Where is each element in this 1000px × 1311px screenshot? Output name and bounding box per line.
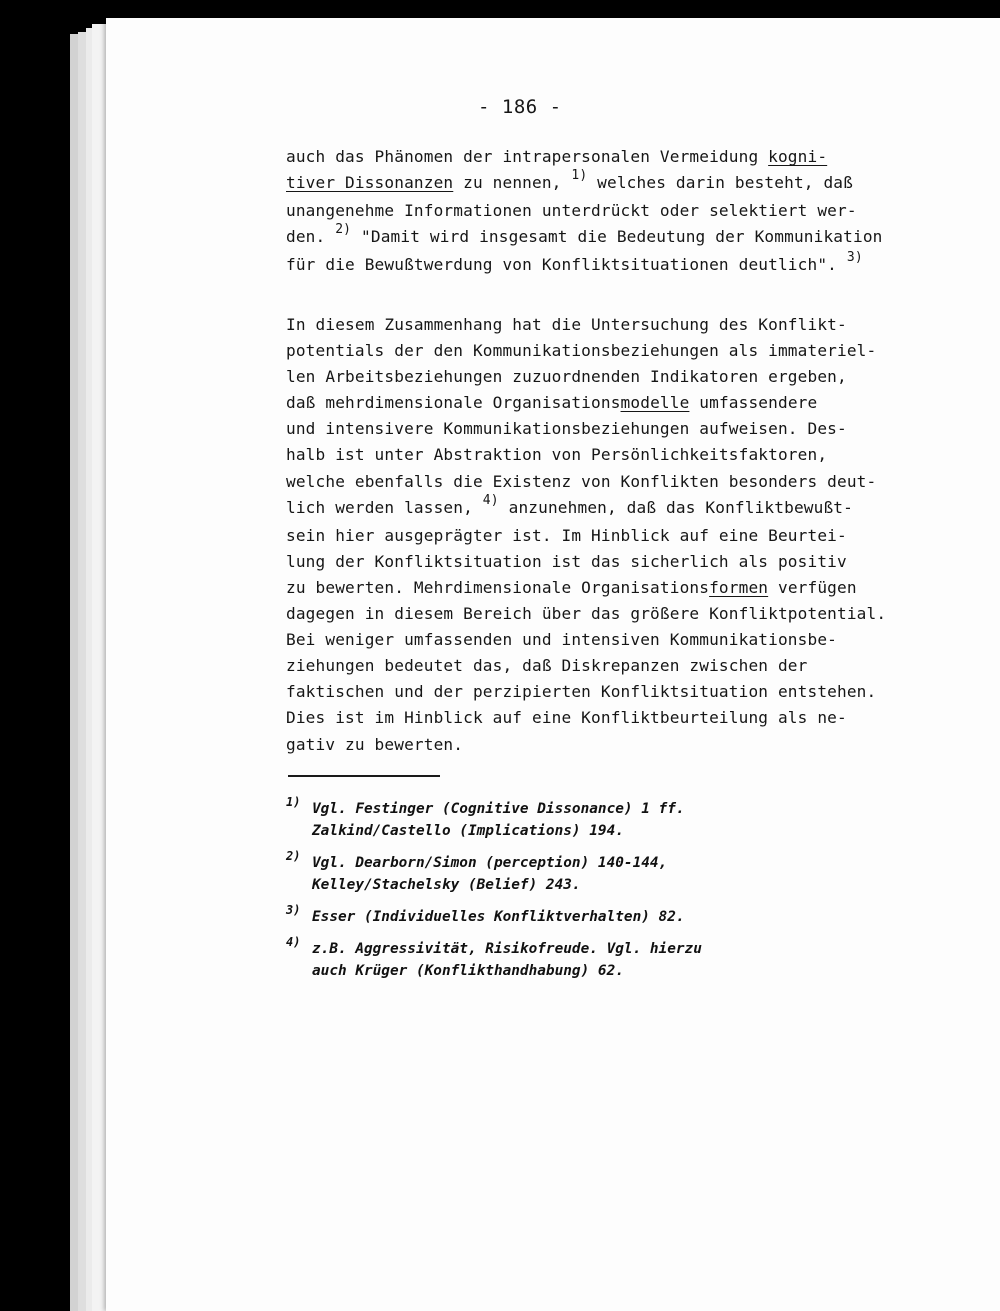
footnote-1 bbox=[286, 795, 936, 842]
underlined-term: formen bbox=[709, 577, 769, 597]
text-segment: welches darin besteht, daß bbox=[587, 173, 853, 193]
footnote-divider bbox=[288, 775, 440, 777]
footnote-3 bbox=[286, 903, 936, 928]
text-line: sein hier ausgeprägter ist. Im Hinblick auf eine Beurtei- bbox=[286, 525, 847, 545]
text-line bbox=[286, 170, 936, 198]
footnote-ref: 3) bbox=[846, 250, 863, 266]
text-line: faktischen und der perzipierten Konfliktsituation entstehen. bbox=[286, 682, 877, 702]
text-line: potentials der den Kommunikationsbeziehungen als immateriel- bbox=[286, 341, 877, 361]
text-line bbox=[286, 144, 936, 170]
footnote-line: Zalkind/Castello (Implications) 194. bbox=[312, 823, 624, 839]
footnote-number: 3) bbox=[286, 903, 301, 917]
text-line: Bei weniger umfassenden und intensiven Kommunikationsbe- bbox=[286, 630, 837, 650]
text-line: len Arbeitsbeziehungen zuzuordnenden Indikatoren ergeben, bbox=[286, 367, 847, 387]
text-segment: lich werden lassen, bbox=[286, 497, 483, 517]
text-line: Dies ist im Hinblick auf eine Konfliktbeurteilung als ne- bbox=[286, 708, 847, 728]
text-segment: "Damit wird insgesamt die Bedeutung der Kommunikation bbox=[351, 227, 883, 247]
footnotes bbox=[286, 795, 936, 992]
text-line: gativ zu bewerten. bbox=[286, 734, 464, 754]
footnote-line: Kelley/Stachelsky (Belief) 243. bbox=[312, 877, 581, 893]
footnote-2 bbox=[286, 849, 936, 896]
text-line: und intensivere Kommunikationsbeziehungen aufweisen. Des- bbox=[286, 419, 847, 439]
footnote-number: 4) bbox=[286, 935, 301, 949]
text-line bbox=[286, 492, 936, 523]
page-number: - 186 - bbox=[478, 96, 562, 118]
text-segment: zu bewerten. Mehrdimensionale Organisations bbox=[286, 577, 710, 597]
underlined-term: tiver Dissonanzen bbox=[286, 173, 454, 193]
text-line: unangenehme Informationen unterdrückt oder selektiert wer- bbox=[286, 201, 857, 221]
text-line: lung der Konfliktsituation ist das sicherlich als positiv bbox=[286, 551, 847, 571]
text-line bbox=[286, 252, 936, 280]
text-segment: zu nennen, bbox=[453, 173, 572, 193]
text-line: welche ebenfalls die Existenz von Konflikten besonders deut- bbox=[286, 471, 877, 491]
paragraph-2 bbox=[286, 312, 936, 758]
footnote-line: Vgl. Dearborn/Simon (perception) 140-144, bbox=[312, 855, 668, 871]
text-line: halb ist unter Abstraktion von Persönlichkeitsfaktoren, bbox=[286, 445, 828, 465]
text-line: ziehungen bedeutet das, daß Diskrepanzen zwischen der bbox=[286, 656, 808, 676]
text-line bbox=[286, 224, 936, 252]
underlined-term: modelle bbox=[620, 393, 690, 413]
text-segment: anzunehmen, daß das Konfliktbewußt- bbox=[498, 497, 853, 517]
text-line: dagegen in diesem Bereich über das größere Konfliktpotential. bbox=[286, 604, 887, 624]
text-segment: den. bbox=[286, 227, 336, 247]
text-line: In diesem Zusammenhang hat die Untersuchung des Konflikt- bbox=[286, 315, 847, 334]
document-page bbox=[106, 18, 1000, 1311]
text-line bbox=[286, 390, 936, 416]
text-line bbox=[286, 575, 936, 601]
underlined-term: kogni- bbox=[768, 147, 828, 166]
text-segment: daß mehrdimensionale Organisations bbox=[286, 393, 621, 413]
footnote-ref: 4) bbox=[482, 492, 499, 508]
footnote-line: Esser (Individuelles Konfliktverhalten) 82. bbox=[312, 909, 685, 925]
footnote-ref: 1) bbox=[571, 168, 588, 184]
footnote-number: 2) bbox=[286, 849, 301, 863]
footnote-line: auch Krüger (Konflikthandhabung) 62. bbox=[312, 963, 624, 979]
text-segment: verfügen bbox=[768, 577, 857, 597]
text-segment: umfassendere bbox=[689, 393, 818, 413]
footnote-line: Vgl. Festinger (Cognitive Dissonance) 1 ff. bbox=[312, 801, 685, 817]
paragraph-1 bbox=[286, 144, 936, 280]
text-segment: für die Bewußtwerdung von Konfliktsituationen deutlich". bbox=[286, 255, 847, 275]
footnote-number: 1) bbox=[286, 795, 301, 809]
footnote-line: z.B. Aggressivität, Risikofreude. Vgl. hierzu bbox=[312, 941, 702, 957]
footnote-ref: 2) bbox=[335, 222, 352, 238]
text-segment: auch das Phänomen der intrapersonalen Vermeidung bbox=[286, 147, 769, 166]
footnote-4 bbox=[286, 935, 936, 982]
